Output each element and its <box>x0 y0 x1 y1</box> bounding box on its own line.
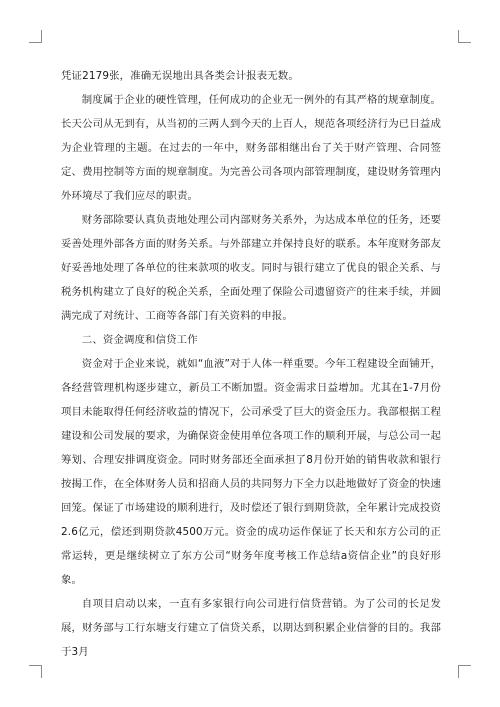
section-heading-funds: 二、资金调度和信贷工作 <box>81 334 198 346</box>
crop-mark-top-right <box>458 30 471 43</box>
paragraph-funds-scheduling: 资金对于企业来说，就如“血液”对于人体一样重要。今年工程建设全面铺开，各经营管理机构逐步建立，新员工不断加盟。资金需求日益增加。尤其在1-7月份项目未能取得任何经济收益的情况下，公司承受了巨大的资金压力。我部根据工程建设和公司发展的要求，为确保资金使用单位各项工作的顺利开展，与总公司一起筹划、合理安排调度资金。同时财务部还全面承担了8月份开始的销售收款和银行按揭工作，在全体财务人员和招商人员的共同努力下全力以赴地做好了资金的快速回笼。保证了市场建设的顺利进行，及时偿还了银行到期贷款，全年累计完成投资2.6亿元，偿还到期贷款4500万元。资金的成功运作保证了长天和东方公司的正常运转，更是继续树立了东方公司“财务年度考核工作总结a资信企业”的良好形象。 <box>61 358 441 586</box>
crop-mark-bottom-left <box>29 665 42 678</box>
paragraph-continuation: 凭证2179张，准确无误地出具各类会计报表无数。 <box>61 70 299 82</box>
crop-mark-top-left <box>29 30 42 43</box>
paragraph-external-relations: 财务部除要认真负责地处理公司内部财务关系外，为达成本单位的任务，还要妥善处理外部各方面的财务关系。与外部建立并保持良好的联系。本年度财务部友好妥善地处理了各单位的往来款项的收支。同时与银行建立了优良的银企关系、与税务机构建立了良好的税企关系，全面处理了保险公司遗留资产的往来手续，并圆满完成了对统计、工商等各部门有关资料的申报。 <box>61 214 441 322</box>
document-body <box>61 64 441 664</box>
crop-mark-bottom-right <box>458 665 471 678</box>
paragraph-rules-management: 制度属于企业的硬性管理，任何成功的企业无一例外的有其严格的规章制度。长天公司从无到有，从当初的三两人到今天的上百人，规范各项经济行为已日益成为企业管理的主题。在过去的一年中，财务部相继出台了关于财产管理、合同签定、费用控制等方面的规章制度。为完善公司各项内部管理制度，建设财务管理内外环境尽了我们应尽的职责。 <box>61 94 441 202</box>
paragraph-credit-relations: 自项目启动以来，一直有多家银行向公司进行信贷营销。为了公司的长足发展，财务部与工行东塘支行建立了信贷关系，以期达到积累企业信誉的目的。我部于3月 <box>61 598 441 658</box>
